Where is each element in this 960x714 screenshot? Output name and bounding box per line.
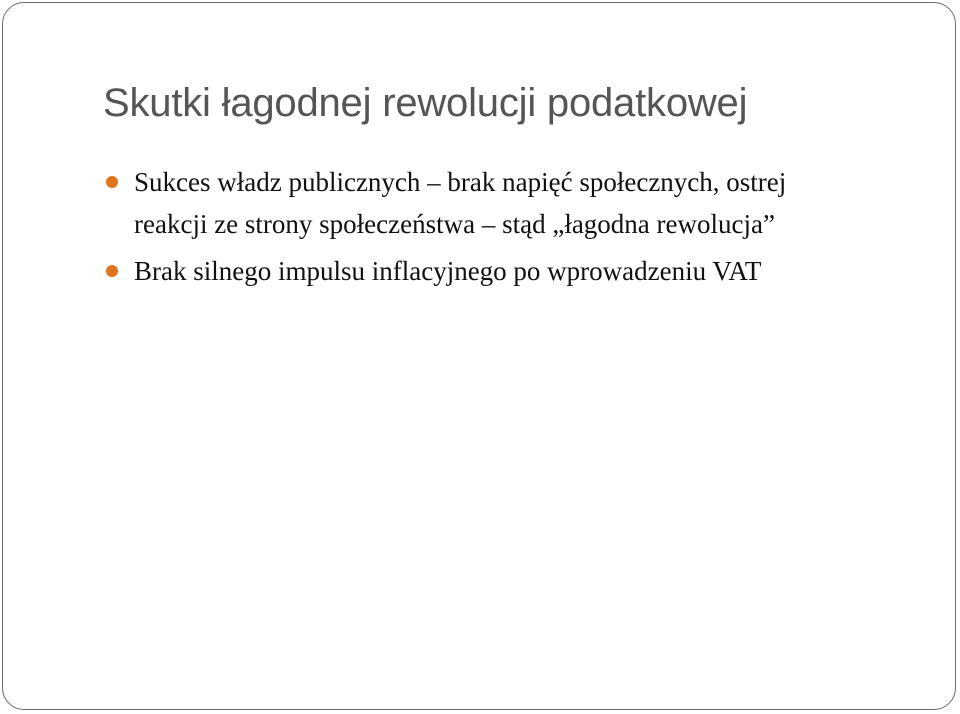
bullet-item bbox=[134, 250, 924, 292]
bullet-text-line: Brak silnego impulsu inflacyjnego po wprowadzeniu VAT bbox=[134, 256, 762, 286]
bullet-dot-icon bbox=[106, 265, 118, 277]
bullet-dot-icon bbox=[106, 176, 118, 188]
bullet-text-line: Sukces władz publicznych – brak napięć społecznych, ostrej bbox=[134, 167, 787, 197]
bullet-text-line: reakcji ze strony społeczeństwa – stąd „łagodna rewolucja” bbox=[134, 209, 775, 239]
bullet-item bbox=[134, 161, 924, 245]
bullet-list bbox=[134, 161, 924, 292]
slide-title: Skutki łagodnej rewolucji podatkowej bbox=[103, 81, 748, 125]
slide bbox=[2, 2, 956, 710]
